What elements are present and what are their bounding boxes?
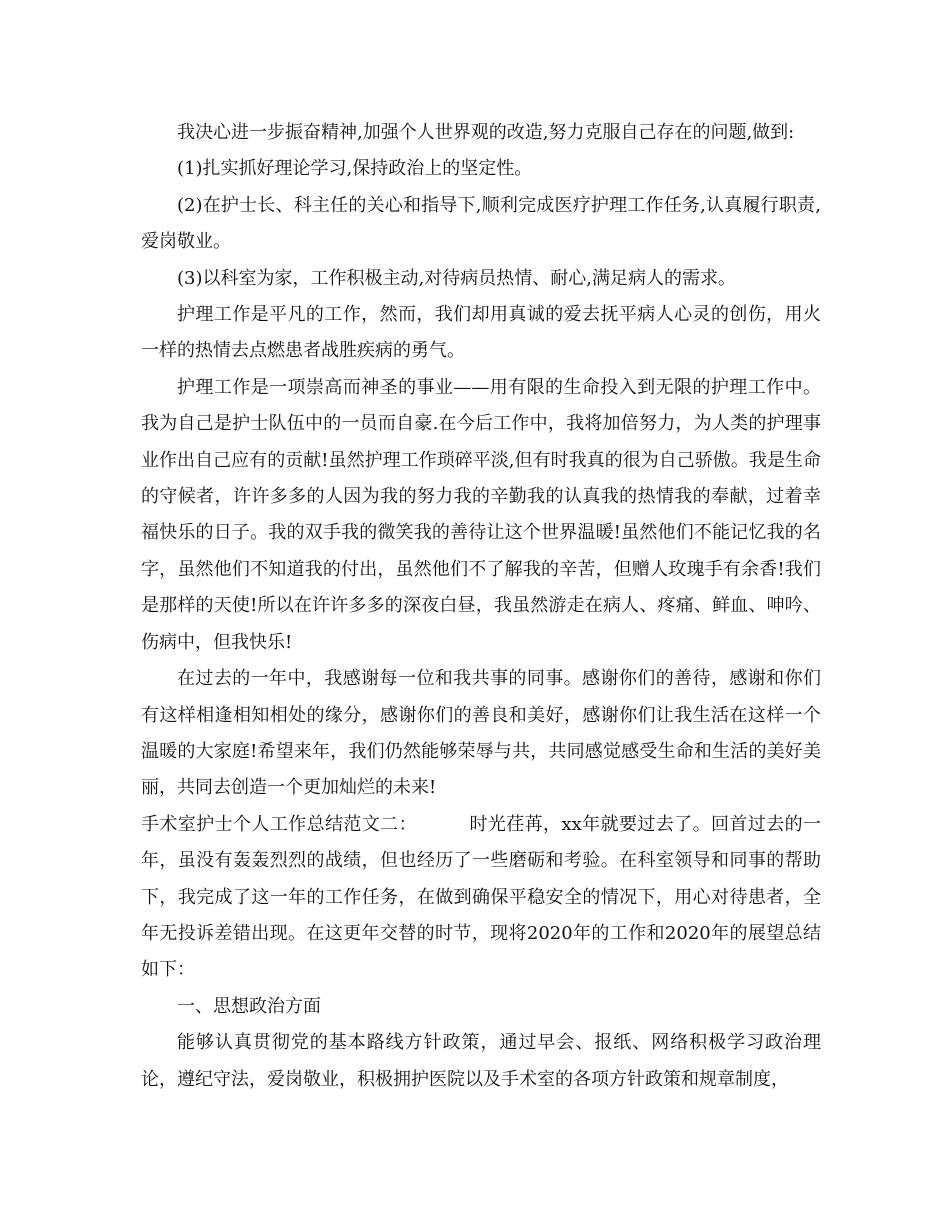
section-two-paragraph xyxy=(141,807,821,989)
paragraph-gratitude: 在过去的一年中，我感谢每一位和我共事的同事。感谢你们的善待，感谢和你们有这样相逢相知相处的缘分，感谢你们的善良和美好，感谢你们让我生活在这样一个温暖的大家庭!希望来年，我们仍然能够荣辱与共，共同感觉感受生命和生活的美好美丽，共同去创造一个更加灿烂的未来! xyxy=(141,668,821,799)
paragraph-nursing-ordinary: 护理工作是平凡的工作，然而，我们却用真诚的爱去抚平病人心灵的创伤，用火一样的热情去点燃患者战胜疾病的勇气。 xyxy=(141,304,821,362)
paragraph-nursing-sacred: 护理工作是一项崇高而神圣的事业——用有限的生命投入到无限的护理工作中。我为自己是护士队伍中的一员而自豪.在今后工作中，我将加倍努力，为人类的护理事业作出自己应有的贡献!虽然护理工作琐碎平淡,但有时我真的很为自己骄傲。我是生命的守候者，许许多多的人因为我的努力我的辛勤我的认真我的热情我的奉献，过着幸福快乐的日子。我的双手我的微笑我的善待让这个世界温暖!虽然他们不能记忆我的名字，虽然他们不知道我的付出，虽然他们不了解我的辛苦，但赠人玫瑰手有余香!我们是那样的天使!所以在许许多多的深夜白昼，我虽然游走在病人、疼痛、鲜血、呻吟、伤病中，但我快乐! xyxy=(141,376,821,653)
paragraph-item-2: (2)在护士长、科主任的关心和指导下,顺利完成医疗护理工作任务,认真履行职责,爱岗敬业。 xyxy=(141,194,821,253)
paragraph-item-1: (1)扎实抓好理论学习,保持政治上的坚定性。 xyxy=(177,158,533,180)
section-heading: 手术室护士个人工作总结范文二： xyxy=(141,813,418,835)
section-body: 时光荏苒，xx年就要过去了。回首过去的一年，虽没有轰轰烈烈的战绩，但也经历了一些磨砺和考验。在科室领导和同事的帮助下，我完成了这一年的工作任务，在做到确保平稳安全的情况下，用心对待患者，全年无投诉差错出现。在这更年交替的时节，现将2020年的工作和2020年的展望总结如下： xyxy=(141,813,821,981)
paragraph-political: 能够认真贯彻党的基本路线方针政策，通过早会、报纸、网络积极学习政治理论，遵纪守法，爱岗敬业，积极拥护医院以及手术室的各项方针政策和规章制度， xyxy=(141,1032,821,1090)
document-body xyxy=(141,115,821,1098)
paragraph-item-3: (3)以科室为家，工作积极主动,对待病员热情、耐心,满足病人的需求。 xyxy=(177,267,736,289)
subheading-political: 一、思想政治方面 xyxy=(177,995,321,1017)
paragraph-resolution: 我决心进一步振奋精神,加强个人世界观的改造,努力克服自己存在的问题,做到: xyxy=(177,122,795,143)
